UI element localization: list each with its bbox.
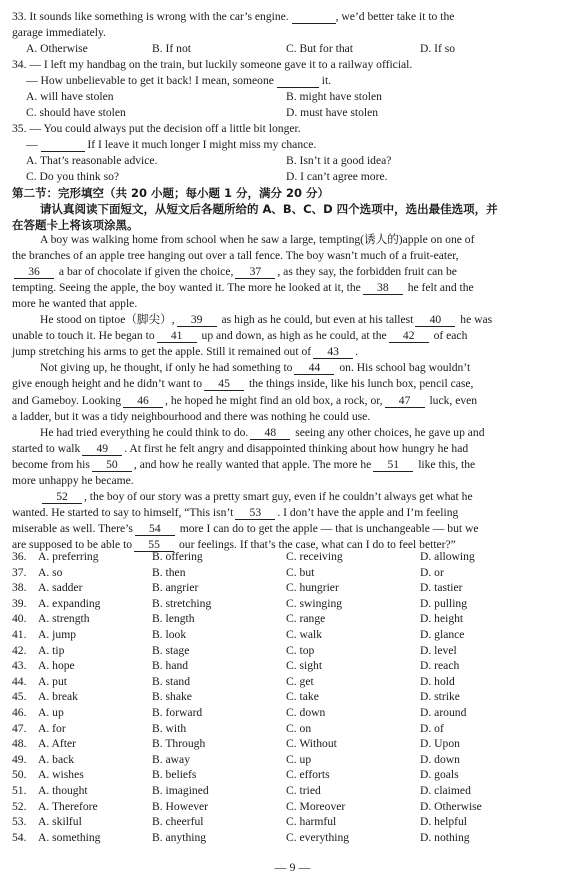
option-choice: A. back xyxy=(38,752,75,766)
option-choice: B. forward xyxy=(152,706,203,719)
cloze-blank: 40 xyxy=(415,314,455,327)
option-choice: B. hand xyxy=(152,659,189,673)
passage-text: he felt and the xyxy=(404,281,474,295)
passage-line xyxy=(12,522,577,536)
cloze-blank: 36 xyxy=(14,266,54,279)
passage-line xyxy=(12,345,577,359)
option-choice: B. beliefs xyxy=(152,768,197,782)
passage-text: more unhappy he became. xyxy=(12,473,134,487)
option-choice: A. so xyxy=(38,565,63,579)
passage-text: a ladder, but it was a tidy neighbourhood and there was nothing he could use. xyxy=(12,409,371,423)
option-choice: D. or xyxy=(420,565,444,579)
q35-opt-b: B. Isn’t it a good idea? xyxy=(286,154,392,167)
option-choice: C. up xyxy=(286,752,312,766)
option-number: 40. xyxy=(12,612,27,626)
option-choice: B. However xyxy=(152,799,209,813)
option-choice: A. Therefore xyxy=(38,799,98,813)
option-choice: C. down xyxy=(286,706,326,719)
option-choice: B. then xyxy=(152,565,186,579)
option-number: 41. xyxy=(12,628,27,641)
cloze-blank: 52 xyxy=(42,491,82,504)
passage-text: like this, the xyxy=(415,457,476,471)
option-choice: D. level xyxy=(420,643,457,657)
passage-text: Not giving up, he thought, if only he had something to xyxy=(40,361,293,375)
passage-text: miserable as well. There’s xyxy=(12,521,133,535)
passage-text: a bar of chocolate if given the choice, xyxy=(56,265,234,279)
passage-text: become from his xyxy=(12,457,90,471)
option-choice: C. efforts xyxy=(286,768,330,782)
option-choice: A. skilful xyxy=(38,815,82,829)
option-number: 52. xyxy=(12,799,27,813)
option-choice: B. imagined xyxy=(152,784,209,797)
option-choice: D. claimed xyxy=(420,784,471,797)
option-choice: C. take xyxy=(286,690,319,704)
q34-stem-c: it. xyxy=(321,74,332,87)
passage-text: . I don’t have the apple and I’m feeling xyxy=(277,505,459,519)
q35-opt-c: C. Do you think so? xyxy=(26,170,120,183)
cloze-blank: 49 xyxy=(82,443,122,456)
option-choice: C. everything xyxy=(286,830,350,844)
option-number: 54. xyxy=(12,830,27,844)
cloze-blank: 54 xyxy=(135,523,175,536)
option-choice: C. Moreover xyxy=(286,799,346,813)
passage-line xyxy=(12,297,577,311)
passage-line xyxy=(12,377,577,391)
option-choice: C. walk xyxy=(286,628,323,641)
q33-blank xyxy=(292,11,336,24)
q33-opt-c: C. But for that xyxy=(286,42,353,55)
option-number: 39. xyxy=(12,596,27,610)
passage-text: the things inside, like his lunch box, pencil case, xyxy=(246,377,474,391)
option-choice: A. jump xyxy=(38,628,77,641)
option-choice: A. hope xyxy=(38,659,75,673)
option-choice: D. goals xyxy=(420,768,459,782)
passage-line xyxy=(40,233,577,247)
option-choice: D. glance xyxy=(420,628,465,641)
q34-opt-d: D. must have stolen xyxy=(286,106,379,119)
option-number: 49. xyxy=(12,752,27,766)
option-choice: C. range xyxy=(286,612,326,626)
option-number: 37. xyxy=(12,565,27,579)
passage-line xyxy=(12,474,577,488)
q34-opt-c: C. should have stolen xyxy=(26,106,126,119)
option-choice: C. but xyxy=(286,565,315,579)
q34-opt-b: B. might have stolen xyxy=(286,90,382,103)
cloze-blank: 50 xyxy=(92,459,132,472)
option-choice: B. shake xyxy=(152,690,192,704)
cloze-blank: 41 xyxy=(157,330,197,343)
option-choice: B. cheerful xyxy=(152,815,204,829)
cloze-blank: 46 xyxy=(123,395,163,408)
option-choice: B. look xyxy=(152,628,187,641)
q35-stem-a: 35. — You could always put the decision off a little bit longer. xyxy=(12,122,301,135)
passage-text: give enough height and he didn’t want to xyxy=(12,377,203,391)
passage-text: more he wanted that apple. xyxy=(12,297,138,311)
page-number: — 9 — xyxy=(274,860,311,874)
option-choice: B. length xyxy=(152,612,195,626)
q34-stem-line2 xyxy=(26,74,577,88)
option-choice: D. hold xyxy=(420,674,455,688)
option-choice: A. thought xyxy=(38,784,88,797)
cloze-blank: 48 xyxy=(250,427,290,440)
passage-text: , and how he really wanted that apple. The more he xyxy=(133,457,372,471)
option-choice: D. nothing xyxy=(420,830,470,844)
cloze-blank: 55 xyxy=(134,539,174,552)
option-number: 45. xyxy=(12,690,27,704)
q33-opt-d: D. If so xyxy=(420,42,456,55)
passage-text: A boy was walking home from school when he saw a large, tempting(诱人的)apple on one of xyxy=(40,233,475,246)
option-number: 43. xyxy=(12,659,27,673)
option-choice: C. on xyxy=(286,721,312,735)
q33-stem-b: , we’d better take it to the xyxy=(335,10,455,23)
q35-stem-c: If I leave it much longer I might miss my chance. xyxy=(87,138,317,151)
option-choice: A. preferring xyxy=(38,550,99,563)
option-number: 53. xyxy=(12,815,27,829)
q35-blank xyxy=(41,139,85,152)
passage-text: wanted. He started to say to himself, “This isn’t xyxy=(12,505,234,519)
passage-text: jump stretching his arms to get the apple. Still it remained out of xyxy=(12,345,312,359)
passage-line xyxy=(12,329,577,343)
passage-text: of each xyxy=(430,329,468,343)
passage-line xyxy=(40,490,577,504)
q33-stem-line1 xyxy=(12,10,577,24)
passage-line xyxy=(12,442,577,456)
passage-line xyxy=(40,426,577,440)
q35-opt-a: A. That’s reasonable advice. xyxy=(26,154,158,167)
cloze-blank: 37 xyxy=(235,266,275,279)
passage-text: started to walk xyxy=(12,441,81,455)
passage-text: He had tried everything he could think to do. xyxy=(40,425,249,439)
option-choice: B. stand xyxy=(152,674,191,688)
option-choice: A. break xyxy=(38,690,78,704)
option-number: 50. xyxy=(12,768,27,782)
option-choice: D. tastier xyxy=(420,581,463,595)
option-choice: C. Without xyxy=(286,737,337,751)
passage-text: seeing any other choices, he gave up and xyxy=(292,425,485,439)
q33-opt-a: A. Otherwise xyxy=(26,42,88,55)
passage-line xyxy=(12,249,577,263)
option-choice: D. helpful xyxy=(420,815,468,829)
option-choice: A. strength xyxy=(38,612,90,626)
passage-text: luck, even xyxy=(426,393,478,407)
option-choice: B. away xyxy=(152,752,190,766)
q34-stem-b: — How unbelievable to get it back! I mean, someone xyxy=(26,74,274,87)
q34-blank xyxy=(277,75,319,88)
passage-text: up and down, as high as he could, at the xyxy=(198,329,387,343)
option-number: 38. xyxy=(12,581,27,595)
option-choice: A. sadder xyxy=(38,581,83,595)
option-number: 44. xyxy=(12,674,27,688)
option-choice: D. strike xyxy=(420,690,460,704)
passage-line xyxy=(12,458,577,472)
cloze-blank: 38 xyxy=(363,282,403,295)
option-choice: A. something xyxy=(38,830,101,844)
passage-text: , he hoped he might find an old box, a rock, or, xyxy=(165,393,383,407)
passage-text: He stood on tiptoe（脚尖）, xyxy=(40,313,175,327)
q34-stem-a: 34. — I left my handbag on the train, but luckily someone gave it to a railway official. xyxy=(12,58,413,71)
cloze-blank: 53 xyxy=(235,507,275,520)
option-number: 51. xyxy=(12,784,27,797)
section-instruction-1: 请认真阅读下面短文，从短文后各题所给的 A、B、C、D 四个选项中，选出最佳选项，并 xyxy=(40,202,498,216)
option-choice: C. top xyxy=(286,643,315,657)
option-choice: D. height xyxy=(420,612,464,626)
option-choice: D. down xyxy=(420,752,460,766)
cloze-blank: 44 xyxy=(294,362,334,375)
option-choice: D. of xyxy=(420,721,444,735)
option-choice: B. anything xyxy=(152,830,207,844)
option-choice: C. tried xyxy=(286,784,321,797)
section-instruction-2: 在答题卡上将该项涂黑。 xyxy=(12,218,139,232)
passage-text: , the boy of our story was a pretty smart guy, even if he couldn’t always get what he xyxy=(84,489,473,503)
option-number: 48. xyxy=(12,737,27,751)
passage-line xyxy=(12,281,577,295)
option-choice: C. hungrier xyxy=(286,581,339,595)
option-choice: C. harmful xyxy=(286,815,337,829)
passage-text: . At first he felt angry and disappointed thinking about how hungry he had xyxy=(124,441,469,455)
passage-text: tempting. Seeing the apple, the boy wanted it. The more he looked at it, the xyxy=(12,281,361,295)
passage-text: are supposed to be able to xyxy=(12,537,133,551)
option-choice: B. Through xyxy=(152,737,206,751)
option-choice: D. reach xyxy=(420,659,460,673)
option-choice: D. around xyxy=(420,706,467,719)
option-choice: A. up xyxy=(38,706,64,719)
passage-text: , as they say, the forbidden fruit can be xyxy=(277,265,457,279)
q33-opt-b: B. If not xyxy=(152,42,191,55)
option-choice: A. After xyxy=(38,737,76,751)
passage-text: he was xyxy=(457,313,493,327)
option-choice: A. wishes xyxy=(38,768,84,782)
option-number: 36. xyxy=(12,550,27,563)
option-choice: C. get xyxy=(286,674,314,688)
passage-text: our feelings. If that’s the case, what can I do to feel better?” xyxy=(176,537,456,551)
cloze-blank: 45 xyxy=(204,378,244,391)
passage-line xyxy=(12,506,577,520)
option-number: 47. xyxy=(12,721,27,735)
passage-text: more I can do to get the apple — that is unchangeable — but we xyxy=(176,521,479,535)
q33-stem-c: garage immediately. xyxy=(12,26,106,39)
q34-opt-a: A. will have stolen xyxy=(26,90,114,103)
passage-text: on. His school bag wouldn’t xyxy=(336,361,471,375)
option-choice: C. sight xyxy=(286,659,323,673)
option-choice: C. receiving xyxy=(286,550,343,563)
option-choice: C. swinging xyxy=(286,596,343,610)
option-choice: A. tip xyxy=(38,643,65,657)
passage-text: the branches of an apple tree hanging out over a tall fence. The boy wasn’t much of a fruit-eater, xyxy=(12,249,459,263)
option-choice: B. stretching xyxy=(152,596,212,610)
option-choice: B. angrier xyxy=(152,581,199,595)
option-choice: D. pulling xyxy=(420,596,468,610)
q35-stem-line2 xyxy=(26,138,577,152)
option-choice: D. Upon xyxy=(420,737,460,751)
passage-line xyxy=(12,394,577,408)
passage-line xyxy=(12,265,577,279)
q35-stem-b: — xyxy=(26,138,38,151)
cloze-blank: 47 xyxy=(385,395,425,408)
passage-text: unable to touch it. He began to xyxy=(12,329,155,343)
passage-line xyxy=(40,313,577,327)
cloze-blank: 51 xyxy=(373,459,413,472)
q33-stem-a: 33. It sounds like something is wrong with the car’s engine. xyxy=(12,10,289,23)
passage-line xyxy=(12,410,577,424)
cloze-blank: 42 xyxy=(389,330,429,343)
option-choice: B. with xyxy=(152,721,187,735)
option-number: 42. xyxy=(12,643,27,657)
option-choice: B. stage xyxy=(152,643,190,657)
section-heading: 第二节：完形填空（共 20 小题；每小题 1 分，满分 20 分） xyxy=(12,186,330,200)
option-choice: A. for xyxy=(38,721,66,735)
option-choice: A. expanding xyxy=(38,596,101,610)
passage-text: . xyxy=(355,345,359,359)
option-choice: B. offering xyxy=(152,550,203,563)
passage-text: as high as he could, but even at his tallest xyxy=(218,313,414,327)
option-choice: A. put xyxy=(38,674,67,688)
option-choice: D. allowing xyxy=(420,550,475,563)
passage-text: and Gameboy. Looking xyxy=(12,393,122,407)
passage-line xyxy=(40,361,577,375)
option-number: 46. xyxy=(12,706,27,719)
option-choice: D. Otherwise xyxy=(420,799,482,813)
cloze-blank: 43 xyxy=(313,346,353,359)
q35-opt-d: D. I can’t agree more. xyxy=(286,170,388,183)
cloze-blank: 39 xyxy=(177,314,217,327)
